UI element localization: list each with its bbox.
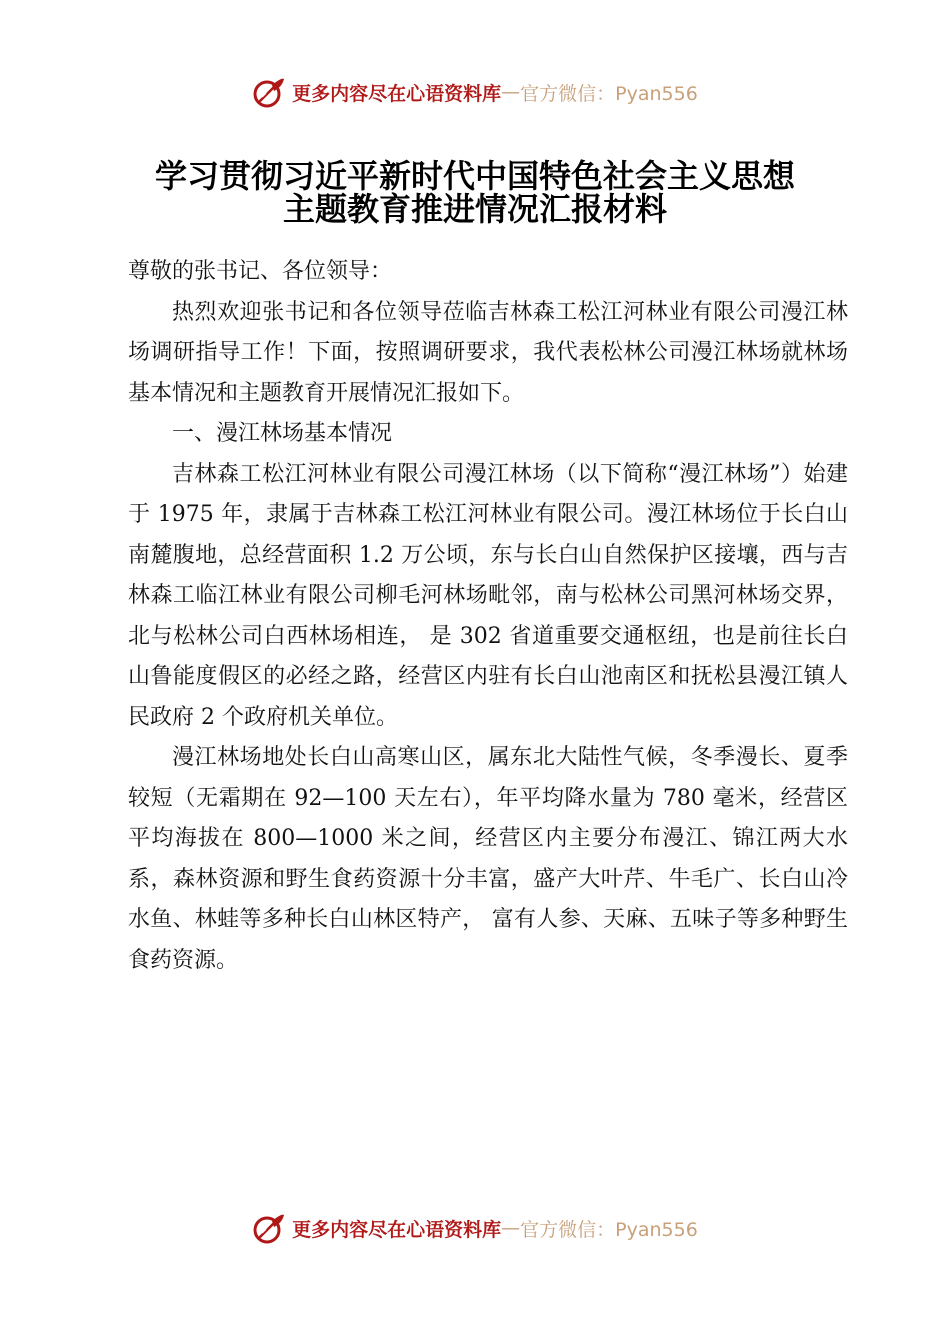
salutation: 尊敬的张书记、各位领导：: [128, 259, 393, 284]
document-title: [100, 157, 850, 228]
title-line-1: 学习贯彻习近平新时代中国特色社会主义思想: [154, 157, 795, 195]
banner-dash: —: [501, 81, 521, 103]
quill-logo-icon: [252, 75, 286, 109]
banner-text: 更多内容尽在心语资料库: [292, 82, 502, 105]
title-line-2: 主题教育推进情况汇报材料: [282, 190, 667, 228]
document-body: [128, 252, 848, 981]
quill-logo-icon: [252, 1211, 286, 1245]
footer-banner: [0, 1206, 950, 1250]
paragraph-intro: 热烈欢迎张书记和各位领导莅临吉林森工松江河林业有限公司漫江林场调研指导工作！下面，按照调研要求，我代表松林公司漫江林场就林场基本情况和主题教育开展情况汇报如下。: [128, 299, 848, 406]
paragraph-climate: 漫江林场地处长白山高寒山区，属东北大陆性气候，冬季漫长、夏季较短（无霜期在 92—100 天左右），年平均降水量为 780 毫米，经营区平均海拔在 800—1000 米之间，经营区内主要分布漫江、锦江两大水系，森林资源和野生食药资源十分丰富，盛产大叶芹、牛毛广、长白山冷水鱼、林蛙等多种长白山林区特产， 富有人参、天麻、五味子等多种野生食药资源。: [128, 745, 848, 973]
paragraph-overview: 吉林森工松江河林业有限公司漫江林场（以下简称“漫江林场”）始建于 1975 年，隶属于吉林森工松江河林业有限公司。漫江林场位于长白山南麓腹地，总经营面积 1.2 万公顷，东与长白山自然保护区接壤，西与吉林森工临江林业有限公司柳毛河林场毗邻，南与松林公司黑河林场交界，北与松林公司白西林场相连， 是 302 省道重要交通枢纽，也是前往长白山鲁能度假区的必经之路，经营区内驻有长白山池南区和抚松县漫江镇人民政府 2 个政府机关单位。: [128, 461, 848, 730]
banner-text: 更多内容尽在心语资料库: [292, 1218, 502, 1241]
banner-contact: 官方微信：Pyan556: [520, 1218, 698, 1241]
section-heading: 一、漫江林场基本情况: [172, 421, 393, 446]
banner-contact: 官方微信：Pyan556: [520, 82, 698, 105]
header-banner: [0, 70, 950, 114]
banner-dash: —: [501, 1217, 521, 1239]
